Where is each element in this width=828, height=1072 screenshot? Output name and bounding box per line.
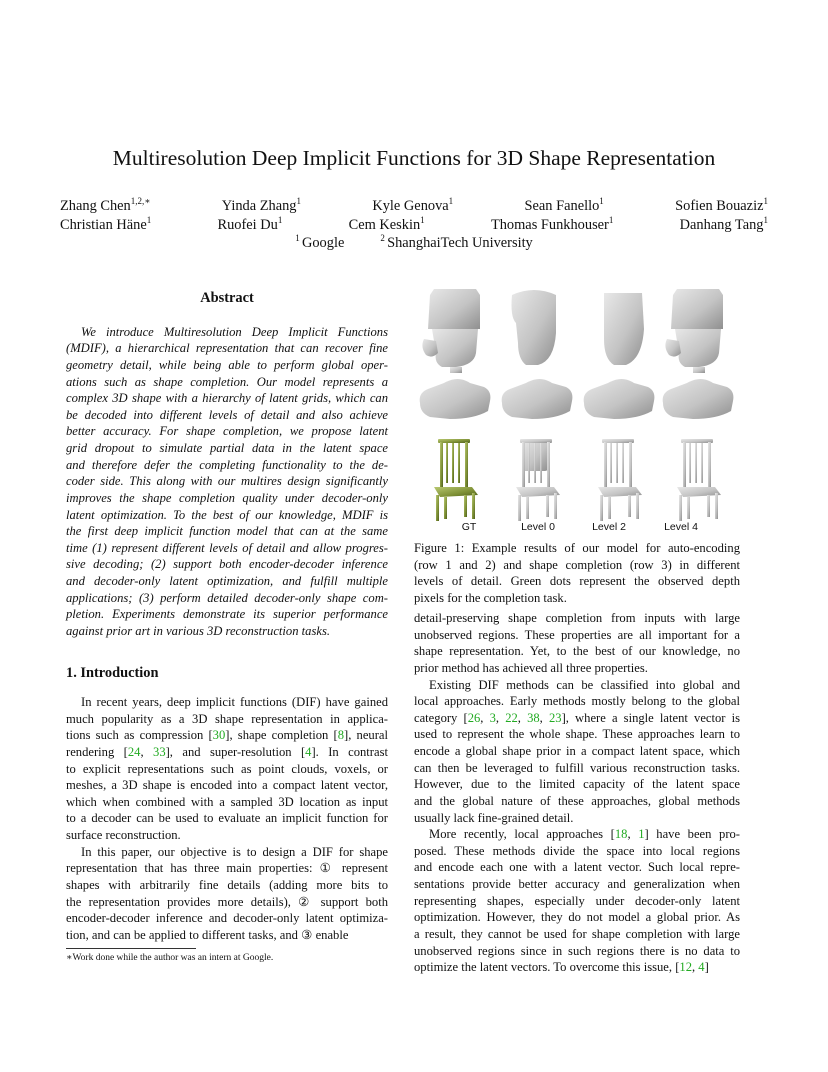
left-column [66,290,388,640]
author-name: Zhang Chen$^{1,2,∗}$ [60,196,151,214]
intro-paragraph-2 [66,844,388,944]
text-line: ations such as shape completion. Our model represents a [66,374,388,389]
figure-level-label: GT [461,521,477,533]
footnote-rule [66,948,196,949]
text-line: We introduce Multiresolution Deep Implicit Functions [81,324,388,339]
text-line: (row 1 and 2) and shape completion (row 3) in different [414,557,740,572]
text-line: geometry detail, while being able to perform global oper- [66,357,388,372]
author-row-2 [60,217,768,234]
text-line: much popularity as a 3D shape representation in applica- [66,711,388,726]
citation-link[interactable]: 22 [505,710,518,725]
text-line: rendering [24, 33], and super-resolution [4]. In contrast [66,744,388,759]
affiliation: $^2$ ShanghaiTech University [380,233,533,251]
author-name: Sean Fanello$^1$ [524,196,604,214]
text-line: tions such as compression [30], shape completion [8], neural [66,728,388,743]
citation-link[interactable]: 33 [153,744,166,759]
text-line: and encode each one with a latent vector. Such local repre- [414,860,740,875]
text-line: Figure 1: Example results of our model for auto-encoding [414,541,740,555]
text-line: encode a global shape prior in a compact latent space, which [414,744,740,758]
text-line: grid dropout to simulate partial data in the latent space [66,441,388,455]
text-line: improves the shape completion quality under decoder-only [66,490,388,505]
abstract-body [66,324,388,640]
section-heading: 1. Introduction [66,665,159,681]
author-name: Christian Häne$^1$ [60,215,152,233]
citation-link[interactable]: 4 [698,960,705,975]
right-paragraph-3 [414,826,740,976]
right-paragraph-2 [414,677,740,827]
author-affiliation-mark: 1,2,∗ [130,196,151,206]
text-line: usually lack fine-grained detail. [414,810,574,825]
text-line: a result, they cannot be used for shape completion with large [414,926,740,941]
author-name: Cem Keskin$^1$ [348,215,425,233]
citation-link[interactable]: 1 [638,827,645,842]
author-affiliation-mark: 1 [763,215,768,225]
author-affiliation-mark: 1 [146,215,152,225]
citation-link[interactable]: 12 [679,960,692,975]
affiliation-row [60,235,768,252]
text-line: More recently, local approaches [18, 1] have been pro- [429,827,741,842]
citation-link[interactable]: 4 [305,744,312,759]
affiliation: $^1$ Google [295,233,345,251]
author-row-1 [60,198,768,215]
author-affiliation-mark: 1 [277,215,283,225]
text-line: encoder-decoder inference and decoder-only latent optimiza- [66,911,388,926]
text-line: representing shapes, especially under decoder-only latent [414,893,740,908]
text-line: local approaches. Early methods mostly belong to the global [414,694,740,709]
text-line: sive decoding; (2) support both encoder-decoder inference [66,557,388,572]
text-line: applications; (3) perform detailed decoder-only shape com- [66,590,388,605]
text-line: tion, and can be applied to different tasks, and ③ enable [66,927,349,942]
text-line: optimization. However, they do not model a global prior. As [414,910,740,925]
author-affiliation-mark: 1 [763,196,768,206]
text-line: detail-preserving shape completion from inputs with large [414,611,740,625]
text-line: against prior art in various 3D reconstruction tasks. [66,623,331,638]
text-line: posed. These methods divide the space into local regions [414,843,740,858]
text-line: pixels for the completion task. [414,590,567,605]
footnote: ∗Work done while the author was an intern at Google. [66,953,274,963]
text-line: In recent years, deep implicit functions (DIF) have gained [81,695,388,709]
author-block [60,198,768,260]
text-line: surface reconstruction. [66,828,181,842]
author-name: Kyle Genova$^1$ [372,196,454,214]
citation-link[interactable]: 23 [548,710,562,725]
text-line: meshes, a 3D shape is encoded into a compact latent vector, [66,778,388,793]
text-line: better accuracy. For shape completion, we propose latent [66,424,388,439]
citation-link[interactable]: 18 [614,827,628,842]
citation-link[interactable]: 3 [489,710,496,725]
text-line: time (1) represent different levels of detail and allow progres- [66,540,388,555]
figure-1-caption [414,540,740,607]
author-affiliation-mark: 1 [599,196,604,206]
abstract-heading: Abstract [200,290,254,306]
text-line: coder side. This along with our multires design significantly [66,474,388,489]
text-line: the representation provides more details), ② support both [66,894,388,909]
intro-paragraph-1 [66,694,388,844]
row-1-shapes [422,289,723,373]
text-line: Existing DIF methods can be classified into global and [429,677,740,692]
row-2-shapes [420,379,734,419]
author-name: Ruofei Du$^1$ [217,215,283,233]
text-line: shape representation. Yet, to the best of our knowledge, no [414,644,740,659]
text-line: the first deep implicit function model that can at the same [66,524,388,539]
figure-1-image [414,283,740,538]
text-line: be decoded into different levels of detail and also achieve [66,407,388,422]
text-line: and the global nature of these approaches, global methods [414,793,740,808]
intro-body [66,694,388,943]
author-affiliation-mark: 1 [296,196,301,206]
text-line: sentations provide better accuracy and generalization when [414,877,740,891]
author-affiliation-mark: 1 [420,215,425,225]
text-line: prior method has achieved all three properties. [414,660,648,675]
text-line: pletion. Experiments demonstrate its superior performance [66,607,388,622]
text-line: However, due to the limited capacity of the latent space [414,777,740,792]
text-line: latent optimization. To the best of our knowledge, MDIF is [66,507,388,522]
text-line: unobserved regions since in such regions there is no data to [414,943,740,958]
citation-link[interactable]: 26 [467,710,481,725]
text-line: In this paper, our objective is to design a DIF for shape [81,844,388,859]
right-column [414,610,740,976]
figure-level-label: Level 0 [521,521,555,533]
row-3-shapes [434,439,721,521]
paper-title: Multiresolution Deep Implicit Functions for 3D Shape Representation [112,146,716,170]
figure-level-label: Level 4 [664,521,698,533]
author-affiliation-mark: 1 [608,215,614,225]
citation-link[interactable]: 24 [127,744,141,759]
text-line: used to represent the whole shape. These approaches learn to [414,727,740,742]
text-line: category [26, 3, 22, 38, 23], where a single latent vector is [414,710,741,725]
text-line: representation that has three main properties: ① represent [66,861,388,876]
citation-link[interactable]: 8 [337,728,344,743]
text-line: to a decoder can be used to evaluate an implicit function for [66,811,388,826]
citation-link[interactable]: 38 [527,710,540,725]
text-line: and decoder-only latent optimization, and fulfill multiple [66,574,388,588]
text-line: complex 3D shape with a hierarchy of latent grids, which can [66,391,388,406]
citation-link[interactable]: 30 [212,728,226,743]
right-paragraph-1 [414,610,740,677]
figure-level-label: Level 2 [592,521,626,533]
author-name: Sofien Bouaziz$^1$ [675,196,768,214]
author-name: Yinda Zhang$^1$ [221,196,301,214]
text-line: shapes with arbitrarily fine details (adding more bits to [66,877,388,892]
text-line: levels of detail. Green dots represent the observed depth [414,574,740,589]
text-line: (MDIF), a hierarchical representation that can recover fine [66,341,388,356]
text-line: can then be leveraged to fulfill various reconstruction tasks. [414,760,740,775]
author-name: Thomas Funkhouser$^1$ [490,215,614,233]
text-line: and therefore defer the completing functionality to the de- [66,457,388,472]
author-name: Danhang Tang$^1$ [679,215,768,233]
text-line: which when combined with a sampled 3D location as input [66,794,388,809]
text-line: to explicit representations such as point clouds, voxels, or [66,761,388,776]
author-affiliation-mark: 1 [448,196,454,206]
text-line: optimize the latent vectors. To overcome this issue, [12, 4] [414,960,709,975]
text-line: unobserved regions. These properties are all important for a [414,627,740,642]
